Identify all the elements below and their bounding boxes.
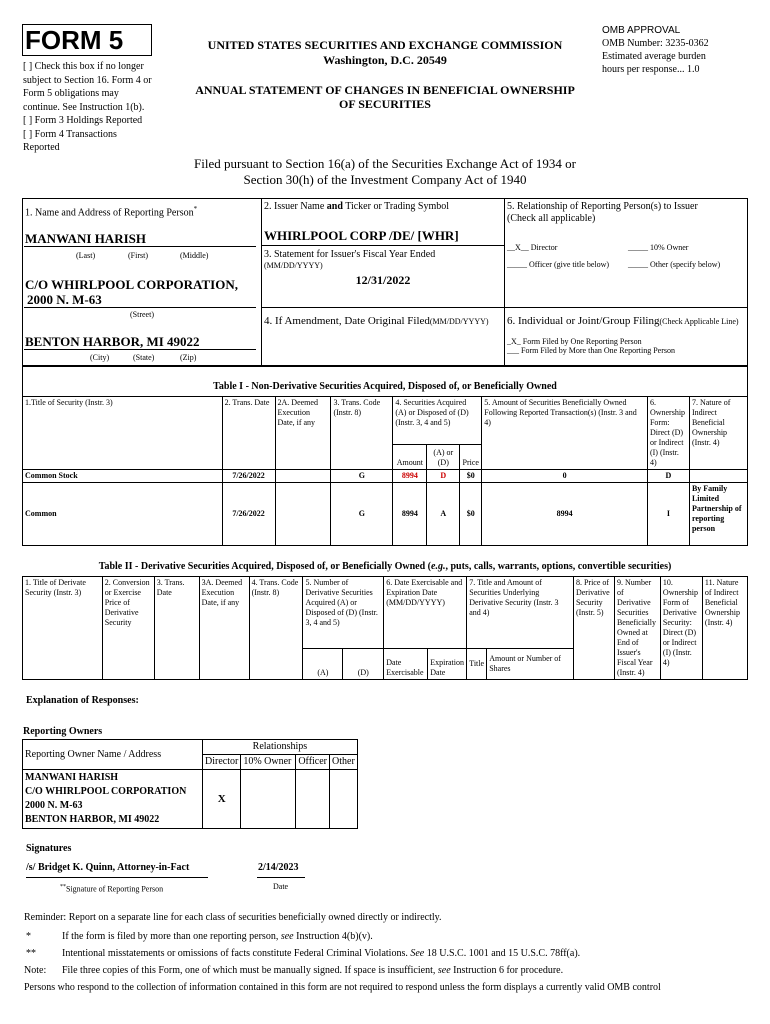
explanation-heading: Explanation of Responses: [26,695,139,706]
signature-value: /s/ Bridget K. Quinn, Attorney-in-Fact [26,862,190,873]
agency-location: Washington, D.C. 20549 [323,53,447,67]
t1-col-form: 6. Ownership Form: Direct (D) or Indirect (I) (Instr. 4) [647,397,689,470]
box4-label: 4. If Amendment, Date Original Filed(MM/DD/YYYY) [264,315,489,327]
table-row: Common 7/26/2022 G 8994 A $0 8994 I By Family Limited Partnership of reporting person [23,483,748,546]
checkbox-section [23,60,173,155]
reporting-person-name: MANWANI HARISH [25,231,146,246]
checkbox-line[interactable]: [ ] Form 4 Transactions [23,128,117,140]
omb-approval: OMB APPROVAL OMB Number: 3235-0362 Estimated average burden hours per response... 1.0 [602,25,709,75]
t2-col-nature: 11. Nature of Indirect Beneficial Ownership (Instr. 4) [702,577,747,680]
box5-label: 5. Relationship of Reporting Person(s) to Issuer [507,201,698,212]
t2-col-d: (D) [343,649,384,680]
city-label: (City) [90,353,110,362]
checkbox-line[interactable]: [ ] Check this box if no longer [23,61,144,72]
t2-col-form: 10. Ownership Form of Derivative Security: Direct (D) or Indirect (I) (Instr. 4) [660,577,702,680]
checkbox-line: continue. See Instruction 1(b). [23,101,145,113]
t2-col-code: 4. Trans. Code (Instr. 8) [249,577,303,680]
address-line-1: C/O WHIRLPOOL CORPORATION, [25,277,238,292]
t2-col-underlying: 7. Title and Amount of Securities Underlying Derivative Security (Instr. 3 and 4) [467,577,574,649]
t2-col-a: (A) [303,649,343,680]
t2-col-owned: 9. Number of Derivative Securities Beneficially Owned at End of Issuer's Fiscal Year (Instr. 4) [614,577,660,680]
table-row: Common Stock 7/26/2022 G 8994 D $0 0 D [23,470,748,483]
other-header: Other [330,755,358,770]
note-label: Note: [24,965,47,976]
box5-sub: (Check all applicable) [507,213,596,224]
table2-title: Table II - Derivative Securities Acquired, Disposed of, or Beneficially Owned (e.g., puts, calls, warrants, options, convertible securities) [98,561,672,572]
note-star-mark: * [26,931,31,942]
issuer-name: WHIRLPOOL CORP /DE/ [WHR] [264,228,459,243]
street-label: (Street) [130,310,154,319]
note-text: File three copies of this Form, one of which must be manually signed. If space is insufficient, see Instruction 6 for procedure. [62,965,564,976]
ten-pct-checkbox[interactable]: _____ 10% Owner [628,243,689,252]
more-person-checkbox[interactable]: ___ Form Filed by More than One Reporting Person [507,346,675,355]
t2-col-deriv-price: 8. Price of Derivative Security (Instr. 5) [573,577,614,680]
t2-col-date: 3. Trans. Date [154,577,199,680]
box3-label: 3. Statement for Issuer's Fiscal Year Ended [264,249,436,260]
t1-col-owned: 5. Amount of Securities Beneficially Owned Following Reported Transaction(s) (Instr. 3 and 4) [482,397,648,470]
officer-header: Officer [296,755,330,770]
t2-col-ut-title: Title [467,649,487,680]
form-title: FORM 5 [25,25,124,55]
filed-pursuant-2: Section 30(h) of the Investment Company Act of 1940 [243,172,527,187]
agency-name: UNITED STATES SECURITIES AND EXCHANGE COMMISSION [207,38,563,52]
owner-name-header: Reporting Owner Name / Address [23,740,203,770]
reporting-owners-heading: Reporting Owners [23,726,103,737]
t2-col-exercisable: 6. Date Exercisable and Expiration Date (MM/DD/YYYY) [384,577,467,649]
t1-col-deemed: 2A. Deemed Execution Date, if any [275,397,331,470]
note-dstar-mark: ** [26,948,36,959]
t2-col-title: 1. Title of Derivate Security (Instr. 3) [23,577,103,680]
director-checkbox[interactable]: __X__ Director [507,243,558,252]
box6-label: 6. Individual or Joint/Group Filing(Check Applicable Line) [507,315,739,327]
director-mark: X [203,770,241,829]
checkbox-line[interactable]: [ ] Form 3 Holdings Reported [23,115,143,126]
middle-label: (Middle) [180,251,209,260]
statement-title: ANNUAL STATEMENT OF CHANGES IN BENEFICIAL OWNERSHIP [195,83,575,97]
persons-note: Persons who respond to the collection of information contained in this form are not required to respond unless the form displays a currently valid OMB control [24,982,661,993]
box3-sub: (MM/DD/YYYY) [264,261,323,270]
note-dstar: Intentional misstatements or omissions of facts constitute Federal Criminal Violations. See 18 U.S.C. 1001 and 15 U.S.C. 78ff(a). [62,948,581,959]
checkbox-line: subject to Section 16. Form 4 or [23,74,152,86]
t2-col-deemed: 3A. Deemed Execution Date, if any [199,577,249,680]
t1-col-code: 3. Trans. Code (Instr. 8) [331,397,393,470]
table2 [22,576,748,680]
address-line-2: 2000 N. M-63 [27,292,102,307]
t1-col-title: 1.Title of Security (Instr. 3) [23,397,223,470]
state-label: (State) [133,353,155,362]
last-label: (Last) [76,251,96,260]
form-title-box [22,24,152,56]
zip-label: (Zip) [180,353,197,362]
table1 [22,396,748,546]
t2-col-number: 5. Number of Derivative Securities Acquired (A) or Disposed of (D) (Instr. 3, 4 and 5) [303,577,384,649]
statement-title-2: OF SECURITIES [339,97,431,111]
t1-col-price: Price [460,444,482,469]
signature-label: **Signature of Reporting Person [60,884,164,894]
one-person-checkbox[interactable]: _X_ Form Filed by One Reporting Person [507,337,642,346]
table-row: MANWANI HARISH C/O WHIRLPOOL CORPORATION 2000 N. M-63 BENTON HARBOR, MI 49022 X [23,770,358,829]
signature-date: 2/14/2023 [258,862,299,873]
filed-pursuant: Filed pursuant to Section 16(a) of the Securities Exchange Act of 1934 or [194,156,576,171]
t1-col-acquired: 4. Securities Acquired (A) or Disposed of (D) (Instr. 3, 4 and 5) [393,397,482,445]
fiscal-year-end: 12/31/2022 [355,273,411,287]
table1-title: Table I - Non-Derivative Securities Acquired, Disposed of, or Beneficially Owned [213,381,557,392]
t1-col-date: 2. Trans. Date [222,397,275,470]
t2-col-date-ex: Date Exercisable [384,649,428,680]
relationships-header: Relationships [203,740,358,755]
t1-col-ad: (A) or (D) [427,444,460,469]
other-checkbox[interactable]: _____ Other (specify below) [628,260,721,269]
t1-col-amount: Amount [393,444,427,469]
checkbox-line: Form 5 obligations may [23,88,119,99]
director-header: Director [203,755,241,770]
date-label: Date [273,882,289,891]
signatures-heading: Signatures [26,843,72,854]
note-star: If the form is filed by more than one reporting person, see Instruction 4(b)(v). [62,931,373,942]
box2-label: 2. Issuer Name and Ticker or Trading Symbol [264,201,450,212]
reporting-owners-table [22,739,358,829]
t2-col-price: 2. Conversion or Exercise Price of Derivative Security [102,577,154,680]
t2-col-ut-amount: Amount or Number of Shares [487,649,574,680]
t1-col-nature: 7. Nature of Indirect Beneficial Ownership (Instr. 4) [689,397,747,470]
box1-label: 1. Name and Address of Reporting Person* [25,205,198,219]
city-state-zip: BENTON HARBOR, MI 49022 [25,334,200,349]
officer-checkbox[interactable]: _____ Officer (give title below) [507,260,610,269]
checkbox-line: Reported [23,142,60,153]
ten-pct-header: 10% Owner [241,755,296,770]
first-label: (First) [128,251,148,260]
reminder: Reminder: Report on a separate line for each class of securities beneficially owned directly or indirectly. [24,912,442,923]
t2-col-exp: Expiration Date [428,649,467,680]
